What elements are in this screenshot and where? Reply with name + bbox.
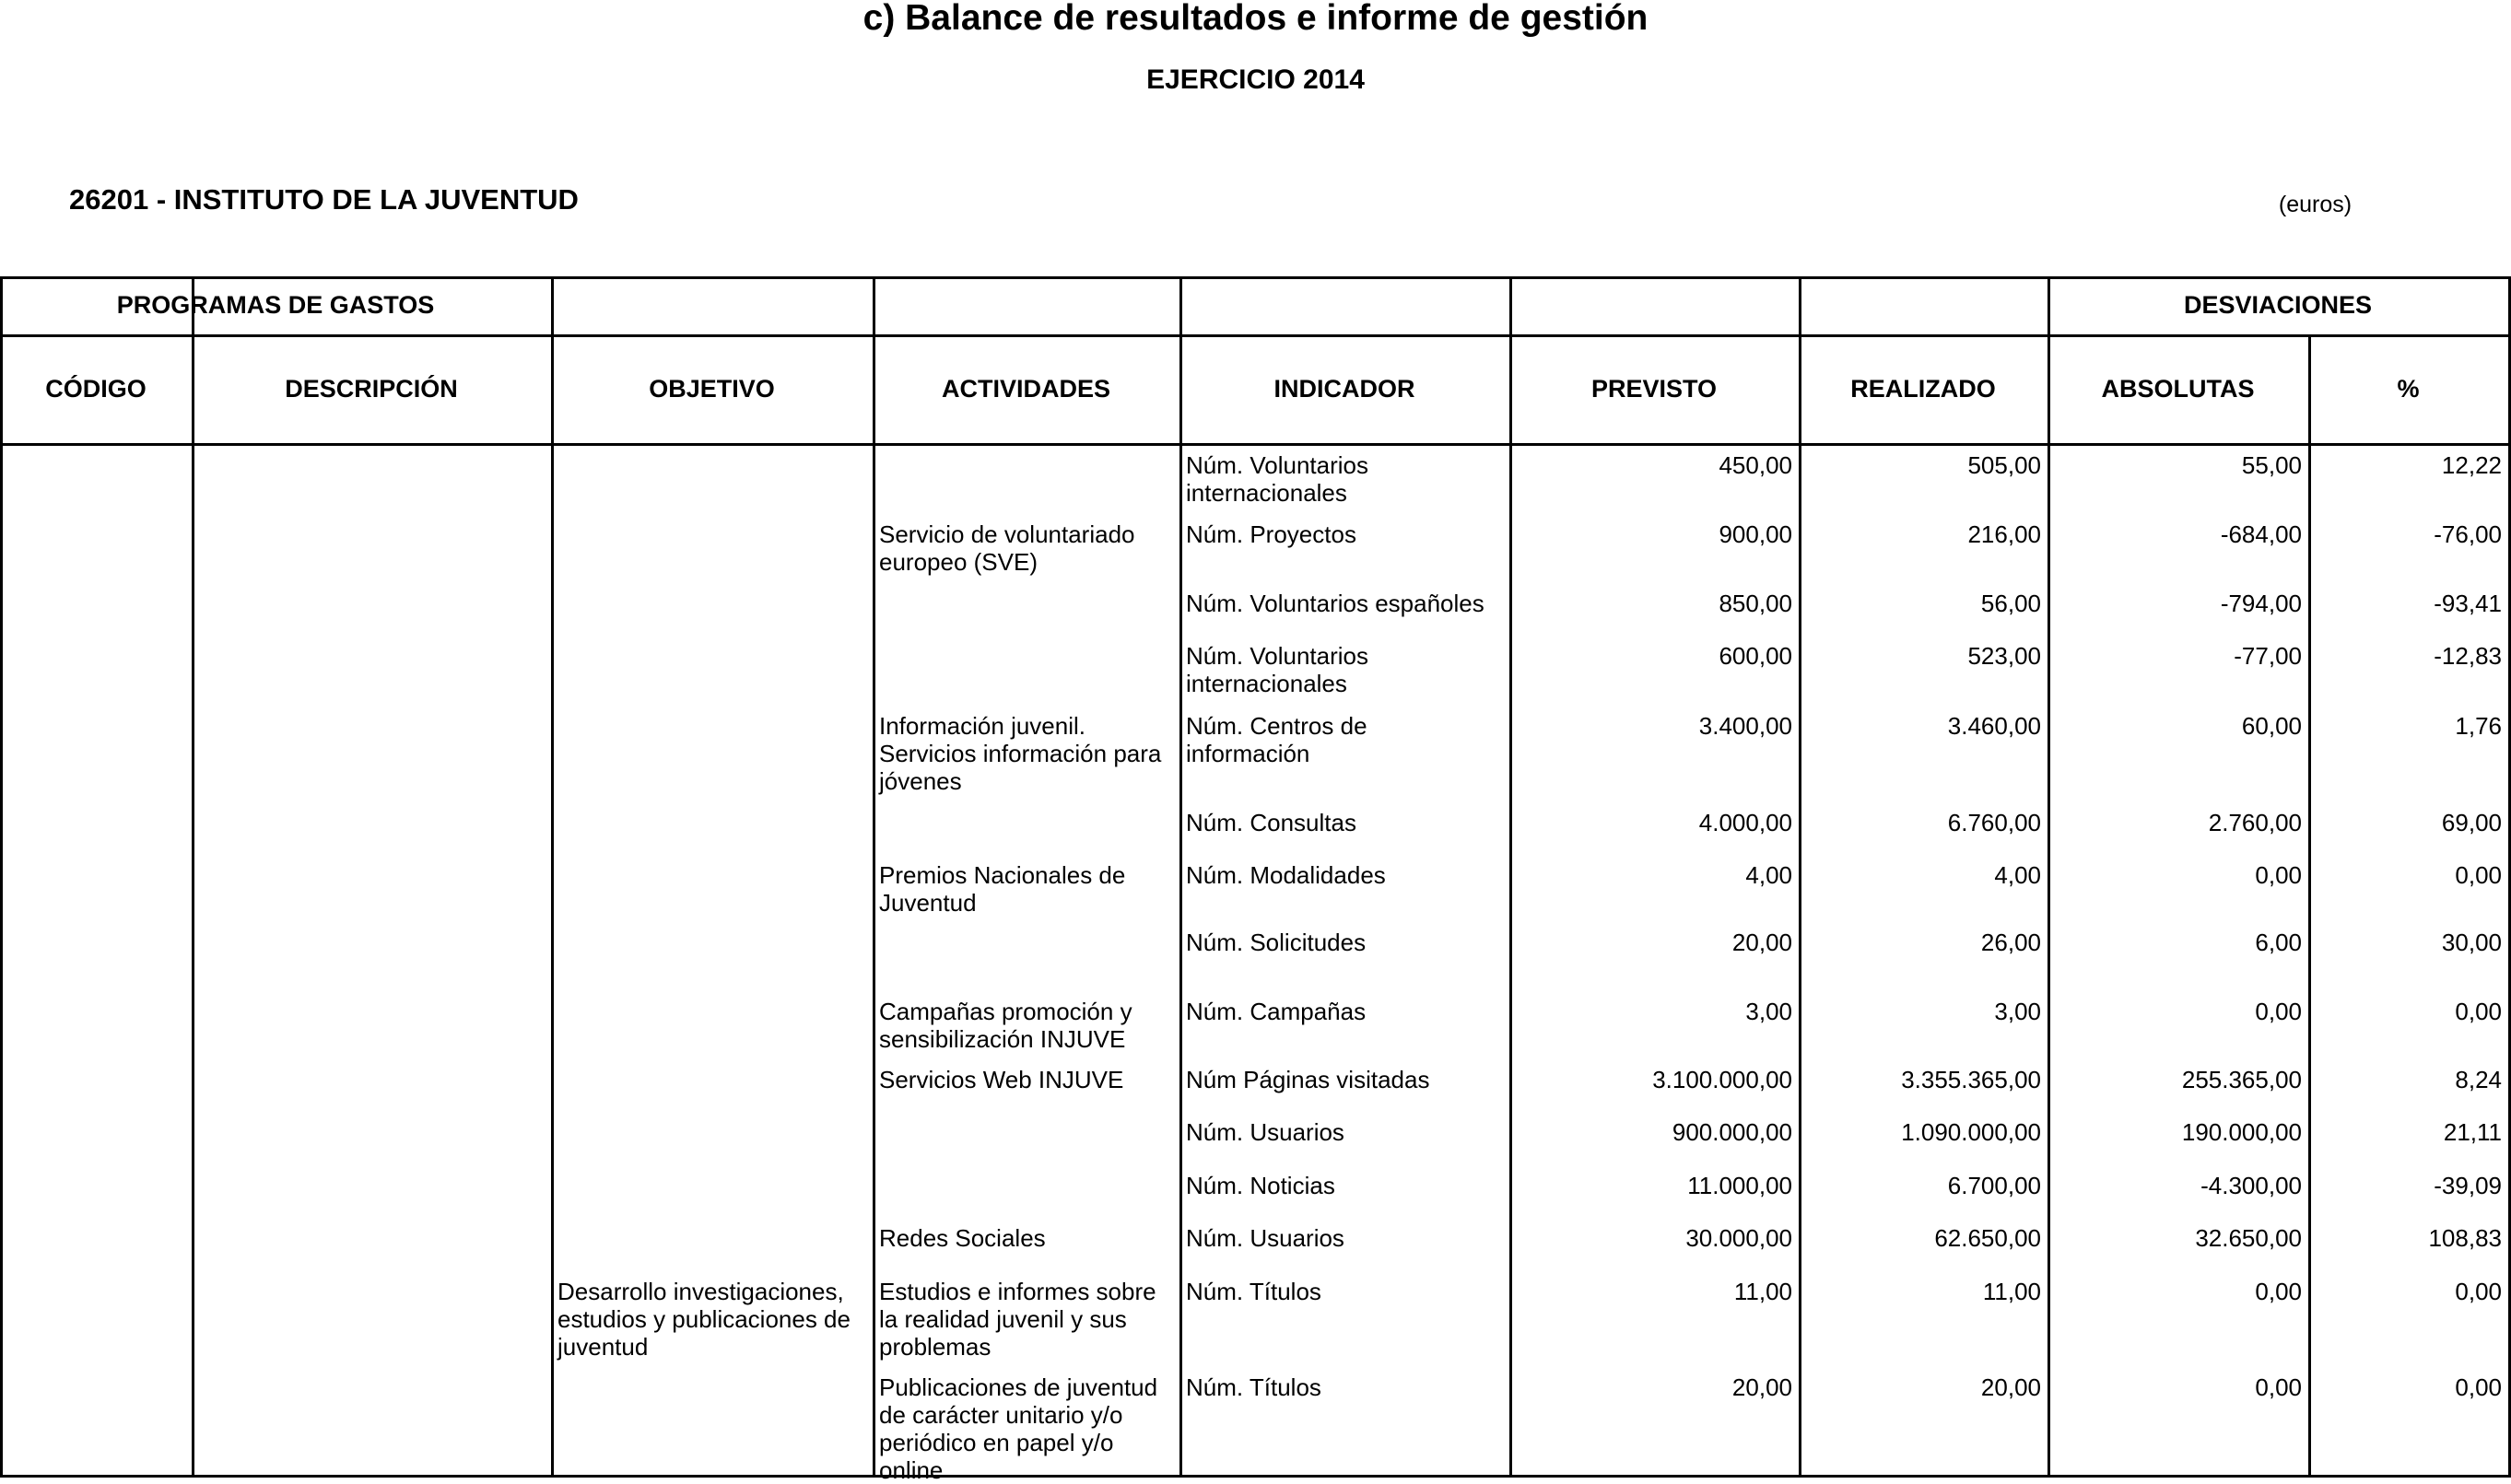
column-header-descripcion: DESCRIPCIÓN bbox=[285, 374, 458, 403]
previsto-cell: 900,00 bbox=[1719, 520, 1792, 548]
absolutas-cell: -77,00 bbox=[2234, 642, 2302, 670]
column-header-indicador: INDICADOR bbox=[1273, 374, 1415, 403]
realizado-cell: 216,00 bbox=[1967, 520, 2041, 548]
column-header-previsto: PREVISTO bbox=[1590, 374, 1718, 403]
realizado-cell: 56,00 bbox=[1980, 590, 2041, 617]
programas-group-header: PROGRAMAS DE GASTOS bbox=[116, 291, 435, 319]
previsto-cell: 900.000,00 bbox=[1672, 1118, 1792, 1146]
actividad-cell: Premios Nacionales de Juventud bbox=[879, 861, 1126, 917]
realizado-cell: 523,00 bbox=[1967, 642, 2041, 670]
desviaciones-group-header: DESVIACIONES bbox=[2183, 291, 2373, 319]
absolutas-cell: -4.300,00 bbox=[2200, 1172, 2302, 1199]
previsto-cell: 11,00 bbox=[1733, 1278, 1792, 1305]
absolutas-cell: 6,00 bbox=[2255, 929, 2302, 956]
column-header-realizado: REALIZADO bbox=[1850, 374, 1996, 403]
column-header-absolutas: ABSOLUTAS bbox=[2101, 374, 2255, 403]
actividad-cell: Publicaciones de juventud de carácter unitario y/o periódico en papel y/o online bbox=[879, 1373, 1158, 1484]
indicador-cell: Núm. Usuarios bbox=[1186, 1118, 1344, 1146]
indicador-cell: Núm. Modalidades bbox=[1186, 861, 1386, 889]
realizado-cell: 1.090.000,00 bbox=[1901, 1118, 2041, 1146]
absolutas-cell: 0,00 bbox=[2255, 861, 2302, 889]
indicador-cell: Núm. Usuarios bbox=[1186, 1224, 1344, 1252]
indicador-cell: Núm Páginas visitadas bbox=[1186, 1066, 1430, 1093]
previsto-cell: 3.400,00 bbox=[1698, 712, 1792, 740]
indicador-cell: Núm. Títulos bbox=[1186, 1373, 1321, 1401]
indicador-cell: Núm. Voluntarios internacionales bbox=[1186, 451, 1368, 507]
previsto-cell: 20,00 bbox=[1731, 929, 1792, 956]
previsto-cell: 20,00 bbox=[1731, 1373, 1792, 1401]
absolutas-cell: 190.000,00 bbox=[2181, 1118, 2302, 1146]
absolutas-cell: 0,00 bbox=[2255, 1373, 2302, 1401]
report-title: c) Balance de resultados e informe de gestión bbox=[862, 0, 1649, 38]
actividad-cell: Servicio de voluntariado europeo (SVE) bbox=[879, 520, 1135, 576]
pct-cell: -76,00 bbox=[2434, 520, 2502, 548]
actividad-cell: Servicios Web INJUVE bbox=[879, 1066, 1124, 1093]
table-vline bbox=[551, 276, 554, 1478]
realizado-cell: 11,00 bbox=[1982, 1278, 2041, 1305]
absolutas-cell: 255.365,00 bbox=[2181, 1066, 2302, 1093]
realizado-cell: 3.355.365,00 bbox=[1901, 1066, 2041, 1093]
realizado-cell: 6.760,00 bbox=[1947, 809, 2041, 836]
previsto-cell: 3.100.000,00 bbox=[1652, 1066, 1792, 1093]
absolutas-cell: 2.760,00 bbox=[2208, 809, 2302, 836]
previsto-cell: 450,00 bbox=[1719, 451, 1792, 479]
absolutas-cell: 0,00 bbox=[2255, 998, 2302, 1025]
pct-cell: 0,00 bbox=[2455, 998, 2502, 1025]
currency-unit: (euros) bbox=[2278, 192, 2353, 217]
column-header-pct: % bbox=[2397, 374, 2420, 403]
objetivo-cell: Desarrollo investigaciones, estudios y publicaciones de juventud bbox=[557, 1278, 851, 1361]
pct-cell: 12,22 bbox=[2441, 451, 2502, 479]
indicador-cell: Núm. Proyectos bbox=[1186, 520, 1356, 548]
pct-cell: 30,00 bbox=[2441, 929, 2502, 956]
realizado-cell: 6.700,00 bbox=[1947, 1172, 2041, 1199]
column-header-actividades: ACTIVIDADES bbox=[941, 374, 1110, 403]
realizado-cell: 3.460,00 bbox=[1947, 712, 2041, 740]
table-vline bbox=[1179, 276, 1182, 1478]
actividad-cell: Información juvenil. Servicios información para jóvenes bbox=[879, 712, 1162, 795]
absolutas-cell: -794,00 bbox=[2220, 590, 2302, 617]
previsto-cell: 600,00 bbox=[1719, 642, 1792, 670]
indicador-cell: Núm. Consultas bbox=[1186, 809, 1356, 836]
table-hline bbox=[0, 1475, 2511, 1478]
previsto-cell: 4,00 bbox=[1745, 861, 1792, 889]
actividad-cell: Campañas promoción y sensibilización INJUVE bbox=[879, 998, 1132, 1053]
column-header-objetivo: OBJETIVO bbox=[649, 374, 775, 403]
actividad-cell: Estudios e informes sobre la realidad juvenil y sus problemas bbox=[879, 1278, 1156, 1361]
pct-cell: 69,00 bbox=[2441, 809, 2502, 836]
table-vline bbox=[192, 276, 194, 1478]
pct-cell: -93,41 bbox=[2434, 590, 2502, 617]
table-vline bbox=[0, 276, 3, 1478]
actividad-cell: Redes Sociales bbox=[879, 1224, 1046, 1252]
indicador-cell: Núm. Solicitudes bbox=[1186, 929, 1367, 956]
pct-cell: -12,83 bbox=[2434, 642, 2502, 670]
indicador-cell: Núm. Voluntarios internacionales bbox=[1186, 642, 1368, 697]
realizado-cell: 20,00 bbox=[1980, 1373, 2041, 1401]
absolutas-cell: 60,00 bbox=[2241, 712, 2302, 740]
previsto-cell: 11.000,00 bbox=[1687, 1172, 1792, 1199]
pct-cell: 0,00 bbox=[2455, 1278, 2502, 1305]
table-vline bbox=[2308, 334, 2311, 1478]
report-subtitle: EJERCICIO 2014 bbox=[1146, 64, 1365, 95]
realizado-cell: 505,00 bbox=[1967, 451, 2041, 479]
absolutas-cell: 32.650,00 bbox=[2195, 1224, 2302, 1252]
indicador-cell: Núm. Noticias bbox=[1186, 1172, 1335, 1199]
absolutas-cell: 55,00 bbox=[2241, 451, 2302, 479]
indicador-cell: Núm. Centros de información bbox=[1186, 712, 1367, 767]
pct-cell: 1,76 bbox=[2455, 712, 2502, 740]
table-hline bbox=[0, 443, 2511, 446]
previsto-cell: 850,00 bbox=[1719, 590, 1792, 617]
pct-cell: 0,00 bbox=[2455, 1373, 2502, 1401]
absolutas-cell: -684,00 bbox=[2220, 520, 2302, 548]
previsto-cell: 3,00 bbox=[1745, 998, 1792, 1025]
indicador-cell: Núm. Campañas bbox=[1186, 998, 1367, 1025]
column-header-codigo: CÓDIGO bbox=[45, 374, 147, 403]
indicador-cell: Núm. Voluntarios españoles bbox=[1186, 590, 1484, 617]
realizado-cell: 3,00 bbox=[1994, 998, 2041, 1025]
absolutas-cell: 0,00 bbox=[2255, 1278, 2302, 1305]
pct-cell: 0,00 bbox=[2455, 861, 2502, 889]
pct-cell: 21,11 bbox=[2443, 1118, 2502, 1146]
indicador-cell: Núm. Títulos bbox=[1186, 1278, 1321, 1305]
pct-cell: 8,24 bbox=[2455, 1066, 2502, 1093]
previsto-cell: 30.000,00 bbox=[1685, 1224, 1792, 1252]
realizado-cell: 4,00 bbox=[1994, 861, 2041, 889]
previsto-cell: 4.000,00 bbox=[1698, 809, 1792, 836]
entity-heading: 26201 - INSTITUTO DE LA JUVENTUD bbox=[69, 183, 579, 216]
realizado-cell: 26,00 bbox=[1980, 929, 2041, 956]
pct-cell: -39,09 bbox=[2434, 1172, 2502, 1199]
pct-cell: 108,83 bbox=[2428, 1224, 2502, 1252]
table-vline bbox=[873, 276, 875, 1478]
realizado-cell: 62.650,00 bbox=[1934, 1224, 2041, 1252]
